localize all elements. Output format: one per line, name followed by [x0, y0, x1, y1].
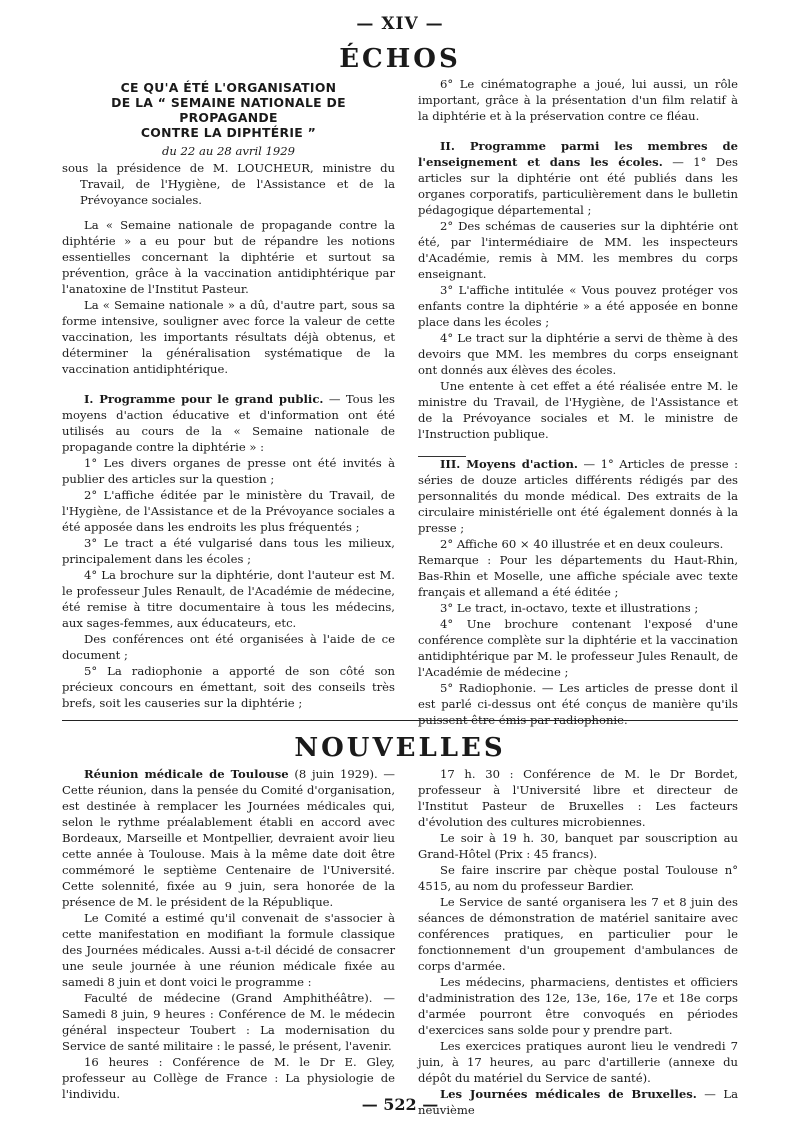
intro-paragraph: La « Semaine nationale » a dû, d'autre part, sous sa forme intensive, souligner avec force la valeur de cette vaccination, les importants résultats déjà obtenus, et déterminer la généralisation systématique de la vaccination antidiphtérique.	[62, 298, 395, 376]
toulouse-heading: Réunion médicale de Toulouse	[84, 767, 289, 781]
section-2-heading: II. Programme parmi les membres de l'enseignement et dans les écoles.	[418, 139, 738, 169]
list-item: 2° Affiche 60 × 40 illustrée et en deux couleurs.	[440, 537, 724, 551]
list-item: 2° L'affiche éditée par le ministère du Travail, de l'Hygiène, de l'Assistance et de la Prévoyance sociales a été apposée dans les endroits les plus fréquentés ;	[62, 488, 395, 534]
news-paragraph: 17 h. 30 : Conférence de M. le Dr Bordet, professeur à l'Université libre et directeur de l'Institut Pasteur de Bruxelles : Les facteurs d'évolution des cultures microbiennes.	[418, 767, 738, 829]
toulouse-text: (8 juin 1929). — Cette réunion, dans la pensée du Comité d'organisation, est destinée à remplacer les Journées médicales qui, selon le rythme préalablement établi en accord avec Bordeaux, Marseille et Montpellier, devraient avoir lieu cette année à Toulouse. Mais à la même date doit être commémoré le septième Centenaire de l'Université. Cette solennité, fixée au 9 juin, sera honorée de la présence de M. le président de la République.	[62, 767, 396, 909]
list-item: 5° La radiophonie a apporté de son côté son précieux concours en émettant, soit des conseils très brefs, soit les causeries sur la diphtérie ;	[62, 664, 395, 710]
section-1-heading: I. Programme pour le grand public.	[84, 392, 324, 406]
article-title-line: CONTRE LA DIPHTÉRIE ”	[140, 125, 317, 140]
echos-section-title: ÉCHOS	[339, 44, 461, 74]
list-item: 3° Le tract a été vulgarisé dans tous les milieux, principalement dans les écoles ;	[62, 536, 395, 566]
toulouse-paragraph: Le Comité a estimé qu'il convenait de s'associer à cette manifestation en modifiant la formule classique des Journées médicales. Aussi a-t-il décidé de consacrer une seule journée à une réunion médicale fixée au samedi 8 juin et dont voici le programme :	[62, 911, 395, 989]
section-1-intro-text: — Tous les moyens d'action éducative et d'information ont été utilisés au cours de la « Semaine nationale de propagande contre la diphtérie » :	[62, 392, 395, 454]
list-item: 3° L'affiche intitulée « Vous pouvez protéger vos enfants contre la diphtérie » a été apposée en bonne place dans les écoles ;	[418, 283, 738, 329]
news-paragraph: Le Service de santé organisera les 7 et 8 juin des séances de démonstration de matériel sanitaire avec conférences pratiques, en particulier pour le fonctionnement d'un groupement d'ambulances de corps d'armée.	[418, 895, 738, 973]
nouvelles-left-column	[62, 766, 395, 1102]
news-paragraph: Les médecins, pharmaciens, dentistes et officiers d'administration des 12e, 13e, 16e, 17e et 18e corps d'armée pourront être convoqués en périodes d'exercices sans solde pour y prendre part.	[418, 975, 738, 1037]
remark-paragraph: Remarque : Pour les départements du Haut-Rhin, Bas-Rhin et Moselle, une affiche spéciale avec texte français et allemand a été éditée ;	[418, 553, 738, 599]
section-2	[418, 138, 738, 218]
article-dates: du 22 au 28 avril 1929	[161, 144, 296, 158]
article-title	[62, 80, 395, 140]
section-1-intro	[62, 391, 395, 455]
article-title-line: DE LA “ SEMAINE NATIONALE DE PROPAGANDE	[111, 95, 346, 125]
list-item: 4° Une brochure contenant l'exposé d'une conférence complète sur la diphtérie et la vaccination antidiphtérique par M. le professeur Jules Renault, de l'Académie de médecine ;	[418, 617, 738, 679]
list-item: Une entente à cet effet a été réalisée entre M. le ministre du Travail, de l'Hygiène, de l'Assistance et de la Prévoyance sociales et M. le ministre de l'Instruction publique.	[418, 379, 738, 441]
list-item: 6° Le cinématographe a joué, lui aussi, un rôle important, grâce à la présentation d'un film relatif à la diphtérie et à la préservation contre ce fléau.	[418, 77, 738, 123]
bruxelles-text: — La neuvième	[418, 1087, 738, 1117]
page-number: — 522 —	[361, 1095, 439, 1114]
bruxelles-heading: Les Journées médicales de Bruxelles.	[440, 1087, 697, 1101]
list-item: 1° Les divers organes de presse ont été invités à publier des articles sur la question ;	[62, 456, 395, 486]
section-3-heading: III. Moyens d'action.	[440, 457, 578, 471]
section-3-text: — 1° Articles de presse : séries de douze articles différents rédigés par des personnalités du monde médical. Des extraits de la circulaire ministérielle ont été également donnés à la presse ;	[418, 457, 739, 535]
list-item: Des conférences ont été organisées à l'aide de ce document ;	[62, 632, 395, 662]
section-2-text: — 1° Des articles sur la diphtérie ont été publiés dans les organes corporatifs, particulièrement dans le bulletin pédagogique départemental ;	[418, 155, 738, 217]
nouvelles-section-title: NOUVELLES	[294, 733, 506, 763]
section-divider	[418, 456, 466, 457]
page-roman-number: — XIV —	[356, 14, 444, 34]
intro-paragraph: La « Semaine nationale de propagande contre la diphtérie » a eu pour but de répandre les notions essentielles concernant la diphtérie et surtout sa prévention, grâce à la vaccination antidiphtérique par l'anatoxine de l'Institut Pasteur.	[62, 218, 395, 296]
list-item: 3° Le tract, in-octavo, texte et illustrations ;	[440, 601, 699, 615]
section-divider	[62, 720, 738, 721]
presidence-paragraph: sous la présidence de M. LOUCHEUR, ministre du Travail, de l'Hygiène, de l'Assistance et de la Prévoyance sociales.	[62, 161, 395, 207]
list-item: 2° Des schémas de causeries sur la diphtérie ont été, par l'intermédiaire de MM. les inspecteurs d'Académie, remis à MM. les membres du corps enseignant.	[418, 219, 738, 281]
article-title-line: CE QU'A ÉTÉ L'ORGANISATION	[120, 80, 337, 95]
news-paragraph: Se faire inscrire par chèque postal Toulouse n° 4515, au nom du professeur Bardier.	[418, 863, 738, 893]
list-item: 4° La brochure sur la diphtérie, dont l'auteur est M. le professeur Jules Renault, de l'Académie de médecine, été remise à titre documentaire à tous les médecins, aux sages-femmes, aux éducateurs, etc.	[62, 568, 395, 630]
nouvelles-right-column	[418, 766, 738, 1118]
news-paragraph: Le soir à 19 h. 30, banquet par souscription au Grand-Hôtel (Prix : 45 francs).	[418, 831, 738, 861]
section-3	[418, 456, 738, 536]
toulouse-paragraph: Faculté de médecine (Grand Amphithéâtre). — Samedi 8 juin, 9 heures : Conférence de M. le médecin général inspecteur Toubert : La modernisation du Service de santé militaire : le passé, le présent, l'avenir.	[62, 991, 395, 1053]
toulouse-paragraph	[62, 766, 395, 910]
toulouse-paragraph: 16 heures : Conférence de M. le Dr E. Gley, professeur au Collège de France : La physiologie de l'individu.	[62, 1055, 395, 1101]
list-item: 5° Radiophonie. — Les articles de presse dont il est parlé ci-dessus ont été conçus de manière qu'ils puissent être émis par radiophonie.	[418, 681, 738, 727]
news-paragraph: Les exercices pratiques auront lieu le vendredi 7 juin, à 17 heures, au parc d'artillerie (annexe du dépôt du matériel du Service de santé).	[418, 1039, 738, 1085]
list-item: 4° Le tract sur la diphtérie a servi de thème à des devoirs que MM. les membres du corps enseignant ont donnés aux élèves des écoles.	[418, 331, 738, 377]
echos-right-column	[418, 76, 738, 728]
echos-left-column	[62, 80, 395, 711]
